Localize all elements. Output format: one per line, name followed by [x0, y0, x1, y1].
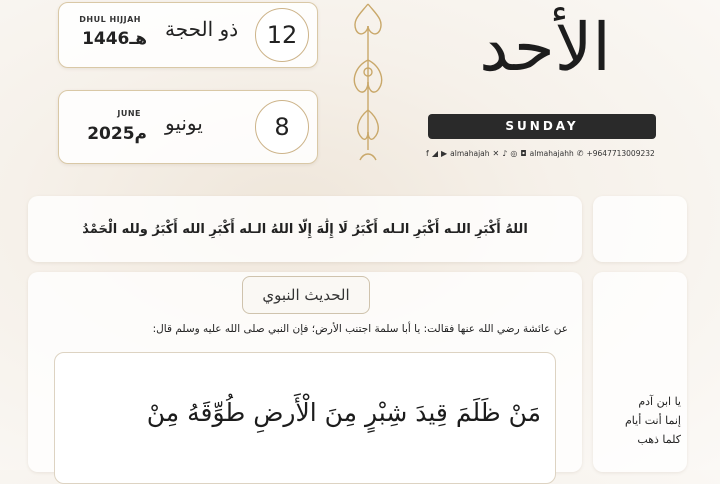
instagram-icon: ◘ [520, 148, 527, 158]
hadith-card [28, 272, 582, 472]
hadith-quote: مَنْ ظَلَمَ قِيدَ شِبْرٍ مِنَ الْأَرضِ طُوِّقَهُ مِنْ [146, 398, 541, 427]
gregorian-month-en: JUNE [117, 109, 141, 118]
day-name-arabic: الأحد [479, 9, 611, 86]
social-handle-1: almahajah [450, 148, 490, 158]
gregorian-date-card [58, 90, 318, 164]
x-icon: ✕ [492, 148, 500, 158]
day-name-english: SUNDAY [428, 114, 656, 139]
phone-number: +9647713009232 [586, 148, 655, 158]
side-poem-line: يا ابن آدم [638, 395, 681, 408]
snapchat-icon: ◎ [510, 148, 518, 158]
hijri-month-en: DHUL HIJJAH [79, 15, 141, 24]
side-poem-line: إنما أنت أيام [624, 414, 681, 427]
hijri-year: 1446هـ [82, 29, 147, 49]
social-handle-2: almahajahh [529, 148, 574, 158]
ornament-divider [338, 0, 398, 170]
hijri-date-card [58, 2, 318, 68]
gregorian-month-ar: يونيو [165, 111, 203, 135]
side-poem-line: كلما ذهب [637, 433, 681, 446]
facebook-icon: f [426, 148, 429, 158]
hadith-title: الحديث النبوي [242, 276, 370, 314]
youtube-icon: ▶ [440, 148, 448, 158]
gregorian-year: 2025م [87, 124, 147, 144]
hadith-quote-box [54, 352, 556, 484]
side-card-top [593, 196, 687, 262]
side-poem [597, 392, 681, 449]
hadith-intro: عن عائشة رضي الله عنها فقالت: يا أبا سلمة اجتنب الأرض؛ فإن النبي صلى الله عليه وسلم قال: [152, 323, 568, 335]
telegram-icon: ◢ [431, 148, 438, 158]
takbeer-text: اللهُ أَكْبَرِ اللـه أَكْبَرِ الـله أَكْبَرُ لَا إِلَٰهَ إِلّا اللهُ الـله أَكْبَرِ الله أَكْبَرُ ولله الْحَمْدُ [82, 221, 528, 237]
tiktok-icon: ♪ [502, 148, 508, 158]
whatsapp-icon: ✆ [576, 148, 584, 158]
side-poem-card [593, 272, 687, 472]
social-row [426, 146, 658, 160]
hijri-day: 12 [255, 8, 309, 62]
hijri-month-ar: ذو الحجة [165, 17, 239, 41]
gregorian-day: 8 [255, 100, 309, 154]
takbeer-card [28, 196, 582, 262]
